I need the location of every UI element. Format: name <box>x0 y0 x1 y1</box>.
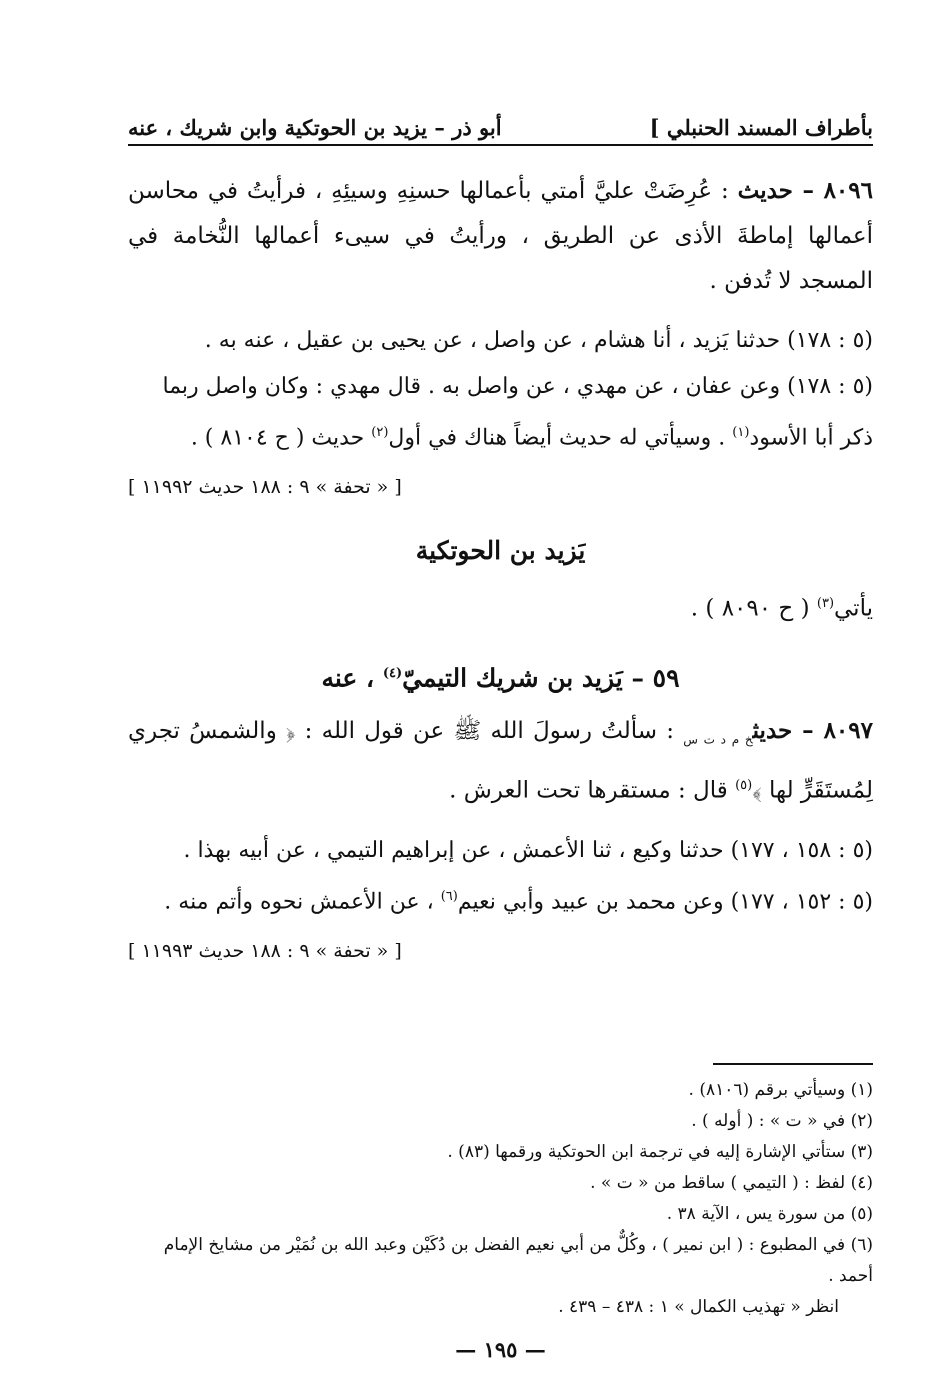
footnote-ref: (٦) <box>440 888 458 904</box>
header-center-title: أبو ذر – يزيد بن الحوتكية وابن شريك ، عنه <box>128 115 502 140</box>
source-line: (٥ : ١٥٨ ، ١٧٧) حدثنا وكيع ، ثنا الأعمش ، عن إبراهيم التيمي ، عن أبيه بهذا . <box>183 837 873 863</box>
footnote-ref: (٣) <box>816 596 835 612</box>
hadith-text: : عُرِضَتْ عليَّ أمتي بأعمالها حسنِهِ وسيئِهِ ، فرأيتُ في محاسن أعمالها إماطةَ الأذى عن الطريق ، ورأيتُ في سيىء أعمالها النُّخامة في المسجد لا تُدفن . <box>128 178 873 294</box>
source-line: (٥ : ١٧٨) وعن عفان ، عن مهدي ، عن واصل به . قال مهدي : وكان واصل ربما ذكر أبا الأسود$^{(١)}$ . وسيأتي له حديث أيضاً هناك في أول$^{(٢)}$ حديث ( ح ٨١٠٤ ) . <box>162 374 873 451</box>
footnote-ref: (٤) <box>382 665 403 681</box>
running-header <box>128 100 873 146</box>
footnote: (٥) من سورة يس ، الآية ٣٨ . <box>666 1203 873 1224</box>
hadith-number: ٨٠٩٦ – حديث <box>737 177 873 204</box>
source-line: (٥ : ١٧٨) حدثنا يَزيد ، أنا هشام ، عن واصل ، عن يحيى بن عقيل ، عنه به . <box>204 328 873 353</box>
tuhfa-reference: [ « تحفة » ٩ : ١٨٨ حديث ١١٩٩٢ ] <box>128 476 402 499</box>
page-number: — ١٩٥ — <box>455 1336 546 1362</box>
footnote-ref: (١) <box>732 425 750 440</box>
footnote-divider <box>713 1063 873 1065</box>
tuhfa-reference: [ « تحفة » ٩ : ١٨٨ حديث ١١٩٩٣ ] <box>128 939 402 962</box>
header-right-title: بأطراف المسند الحنبلي ] <box>649 115 873 140</box>
footnotes <box>128 1075 873 1323</box>
sigla: خ م د ت س <box>683 732 753 747</box>
hadith-8097: ٨٠٩٧ – حديث$_{خ م د ت س}$ : سألتُ رسولَ الله ﷺ عن قول الله : ﴿ والشمسُ تجري لِمُستَقَرٍّ لها ﴾$^{(٥)}$ قال : مستقرها تحت العرش . <box>128 717 873 804</box>
hadith-8097-sources <box>128 828 873 969</box>
footnote: (٤) لفظ : ( التيمي ) ساقط من « ت » . <box>590 1172 873 1193</box>
footnote: (٣) ستأتي الإشارة إليه في ترجمة ابن الحوتكية ورقمها (٨٣) . <box>447 1141 873 1162</box>
section-heading-59: ٥٩ – يَزيد بن شريك التيميّ$^{(٤)}$ ، عنه <box>321 663 680 693</box>
footnote-ref: (٢) <box>371 425 389 440</box>
cross-reference-line: يأتي$^{(٣)}$ ( ح ٨٠٩٠ ) . <box>690 595 873 622</box>
footnote: (٦) في المطبوع : ( ابن نمير ) ، وكُلٌّ من أبي نعيم الفضل بن دُكَيْن وعبد الله بن نُمَيْر من مشايخ الإمام أحمد . <box>163 1234 873 1286</box>
hadith-8096 <box>128 168 873 304</box>
hadith-8096-sources <box>128 318 873 505</box>
source-line: (٥ : ١٥٢ ، ١٧٧) وعن محمد بن عبيد وأبي نعيم$^{(٦)}$ ، عن الأعمش نحوه وأتم منه . <box>164 888 873 914</box>
footnote-continuation: انظر « تهذيب الكمال » ١ : ٤٣٨ – ٤٣٩ . <box>558 1296 839 1317</box>
footnote-ref: (٥) <box>735 777 753 793</box>
footnote: (١) وسيأتي برقم (٨١٠٦) . <box>688 1079 873 1100</box>
footnote: (٢) في « ت » : ( أوله ) . <box>691 1110 873 1131</box>
hadith-number: ٨٠٩٧ – حديث <box>752 717 873 745</box>
page <box>128 100 873 1362</box>
section-heading: يَزيد بن الحوتكية <box>415 536 586 566</box>
